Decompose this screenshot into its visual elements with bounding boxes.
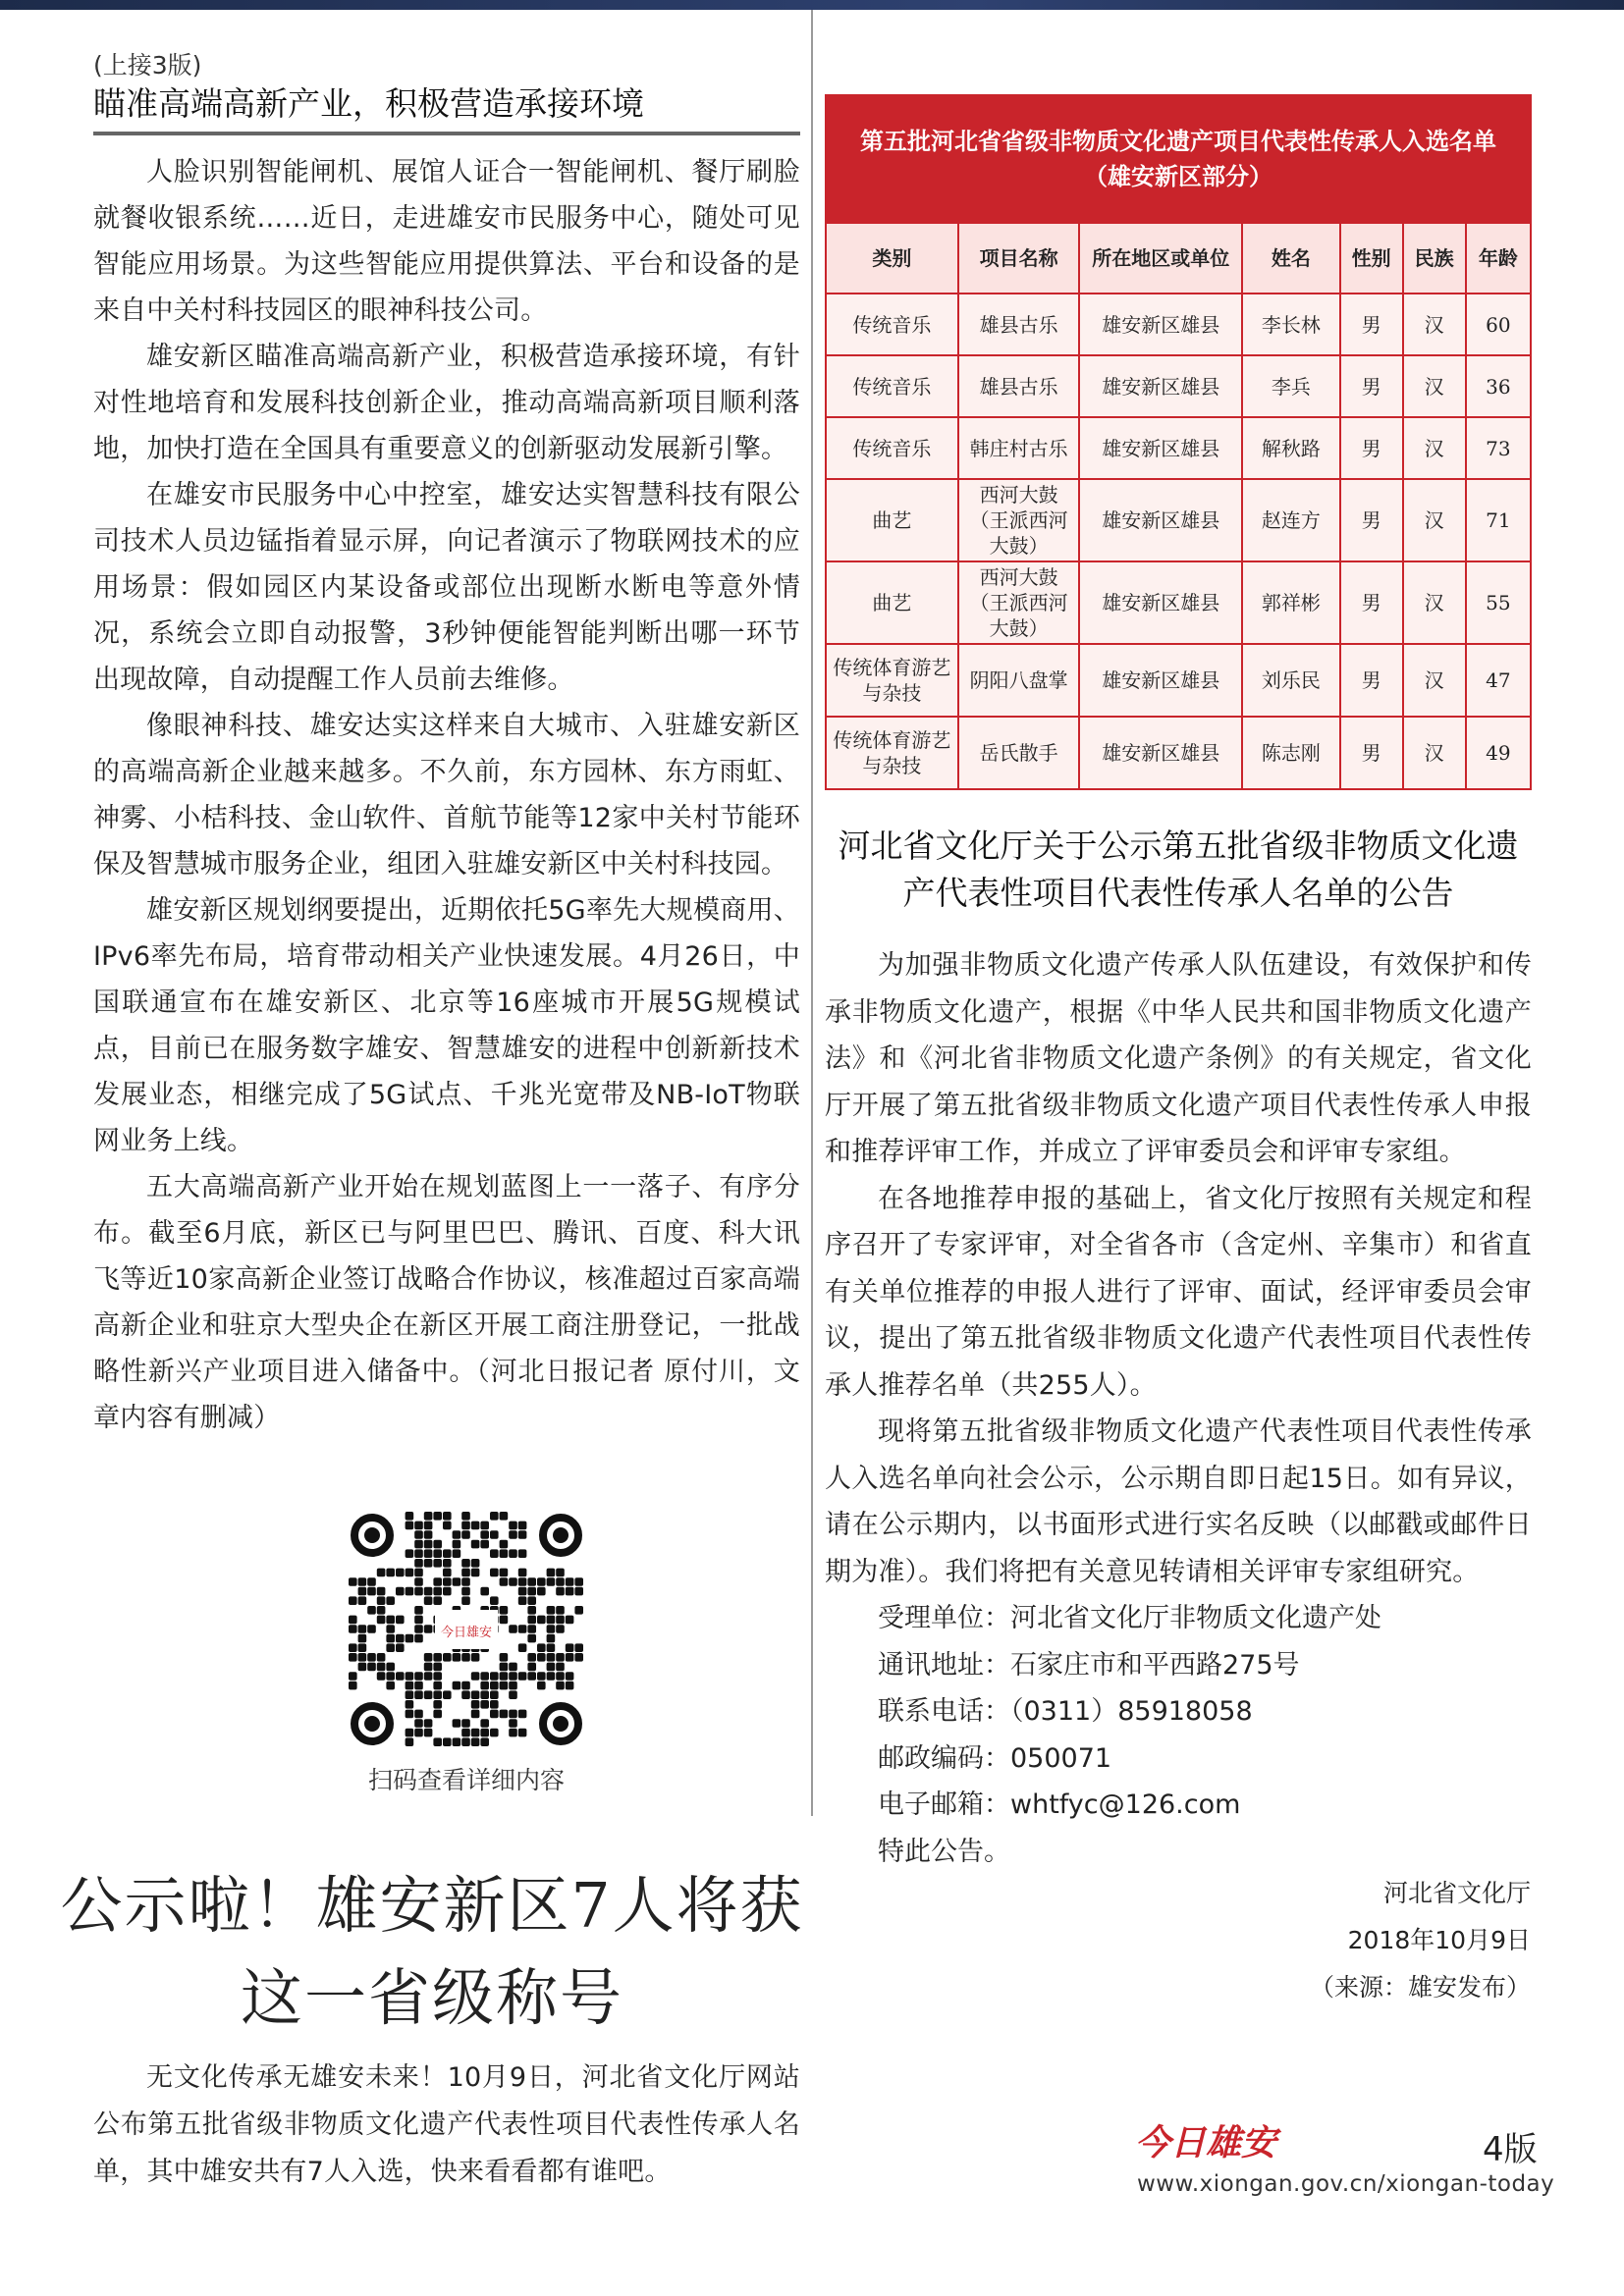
- table-cell: 传统音乐: [826, 417, 958, 479]
- table-cell: 韩庄村古乐: [958, 417, 1080, 479]
- table-cell: 36: [1466, 355, 1531, 417]
- contact-unit: 受理单位：河北省文化厅非物质文化遗产处: [878, 1603, 1381, 1633]
- table-cell: 刘乐民: [1242, 644, 1339, 717]
- table-cell: 阴阳八盘掌: [958, 644, 1080, 717]
- signature-block: [1310, 1870, 1531, 2011]
- notice-date: 2018年10月9日: [1347, 1926, 1531, 1954]
- article-paragraph: 在雄安市民服务中心中控室，雄安达实智慧科技有限公司技术人员边锰指着显示屏，向记者演示了物联网技术的应用场景：假如园区内某设备或部位出现断水断电等意外情况，系统会立即自动报警，3秒钟便能智能判断出哪一环节出现故障，自动提醒工作人员前去维修。: [93, 480, 800, 695]
- column-header: 民族: [1403, 223, 1466, 294]
- table-cell: 雄安新区雄县: [1079, 294, 1242, 355]
- table-cell: 60: [1466, 294, 1531, 355]
- table-cell: 郭祥彬: [1242, 561, 1339, 644]
- column-header: 类别: [826, 223, 958, 294]
- table-header-row: [826, 223, 1531, 294]
- column-header: 性别: [1340, 223, 1403, 294]
- table-cell: 西河大鼓（王派西河大鼓）: [958, 479, 1080, 561]
- table-cell: 传统音乐: [826, 355, 958, 417]
- top-color-bar: [0, 0, 1624, 10]
- notice-paragraph: 在各地推荐申报的基础上，省文化厅按照有关规定和程序召开了专家评审，对全省各市（含定州、辛集市）和省直有关单位推荐的申报人进行了评审、面试，经评审委员会审议，提出了第五批省级非物质文化遗产代表性项目代表性传承人推荐名单（共255人）。: [825, 1183, 1532, 1401]
- article-paragraph: 人脸识别智能闸机、展馆人证合一智能闸机、餐厅刷脸就餐收银系统……近日，走进雄安市民服务中心，随处可见智能应用场景。为这些智能应用提供算法、平台和设备的是来自中关村科技园区的眼神科技公司。: [93, 157, 800, 326]
- contact-address: 通讯地址：石家庄市和平西路275号: [878, 1649, 1300, 1681]
- qr-caption: 扫码查看详细内容: [367, 1766, 565, 1794]
- table-cell: 岳氏散手: [958, 717, 1080, 789]
- table-cell: 传统体育游艺与杂技: [826, 644, 958, 717]
- table-cell: 55: [1466, 561, 1531, 644]
- article-paragraph: 像眼神科技、雄安达实这样来自大城市、入驻雄安新区的高端高新企业越来越多。不久前，东方园林、东方雨虹、神雾、小桔科技、金山软件、首航节能等12家中关村节能环保及智慧城市服务企业，组团入驻雄安新区中关村科技园。: [93, 711, 800, 880]
- closing-text: 特此公告。: [878, 1836, 1010, 1867]
- notice-source: （来源：雄安发布）: [1309, 1973, 1531, 2002]
- table-row: [826, 561, 1531, 644]
- article-paragraph: 五大高端高新产业开始在规划蓝图上一一落子、有序分布。截至6月底，新区已与阿里巴巴、腾讯、百度、科大讯飞等近10家高新企业签订战略合作协议，核准超过百家高端高新企业和驻京大型央企在新区开展工商注册登记，一批战略性新兴产业项目进入储备中。（河北日报记者 原付川，文章内容有删减）: [93, 1172, 800, 1433]
- table-cell: 雄安新区雄县: [1079, 355, 1242, 417]
- table-cell: 47: [1466, 644, 1531, 717]
- notice-title: [825, 823, 1532, 917]
- article-paragraph: 雄安新区规划纲要提出，近期依托5G率先大规模商用、IPv6率先布局，培育带动相关产业快速发展。4月26日，中国联通宣布在雄安新区、北京等16座城市开展5G规模试点，目前已在服务数字雄安、智慧雄安的进程中创新新技术发展业态，相继完成了5G试点、千兆光宽带及NB-IoT物联网业务上线。: [93, 895, 800, 1156]
- table-cell: 汉: [1403, 717, 1466, 789]
- table-cell: 解秋路: [1242, 417, 1339, 479]
- notice-body: [825, 942, 1532, 1875]
- table-cell: 赵连方: [1242, 479, 1339, 561]
- column-header: 所在地区或单位: [1079, 223, 1242, 294]
- notice-paragraph: 现将第五批省级非物质文化遗产代表性项目代表性传承人入选名单向社会公示，公示期自即日起15日。如有异议，请在公示期内，以书面形式进行实名反映（以邮戳或邮件日期为准）。我们将把有关意见转请相关评审专家组研究。: [825, 1416, 1532, 1587]
- table-cell: 陈志刚: [1242, 717, 1339, 789]
- table-cell: 汉: [1403, 294, 1466, 355]
- signer: 河北省文化厅: [1382, 1879, 1531, 1907]
- contact-block: [825, 1595, 1532, 1875]
- table-cell: 男: [1340, 644, 1403, 717]
- continued-note: (上接3版): [93, 51, 202, 80]
- left-article: [93, 49, 800, 1441]
- notice-paragraph: 为加强非物质文化遗产传承人队伍建设，有效保护和传承非物质文化遗产，根据《中华人民共和国非物质文化遗产法》和《河北省非物质文化遗产条例》的有关规定，省文化厅开展了第五批省级非物质文化遗产项目代表性传承人申报和推荐评审工作，并成立了评审委员会和评审专家组。: [825, 950, 1532, 1167]
- table-title: [825, 94, 1532, 222]
- table-cell: 雄安新区雄县: [1079, 717, 1242, 789]
- table-title-line: 第五批河北省省级非物质文化遗产项目代表性传承人入选名单: [860, 128, 1496, 155]
- table-cell: 曲艺: [826, 479, 958, 561]
- table-cell: 73: [1466, 417, 1531, 479]
- page-number: 4版: [1483, 2130, 1538, 2169]
- roster-table: [825, 222, 1532, 790]
- contact-phone: 联系电话：（0311）85918058: [878, 1696, 1253, 1727]
- table-cell: 汉: [1403, 355, 1466, 417]
- contact-email: 电子邮箱：whtfyc@126.com: [878, 1789, 1241, 1820]
- table-cell: 雄县古乐: [958, 294, 1080, 355]
- table-row: [826, 717, 1531, 789]
- column-divider: [811, 10, 813, 1816]
- table-cell: 雄安新区雄县: [1079, 479, 1242, 561]
- table-cell: 男: [1340, 355, 1403, 417]
- article-title: 瞄准高端高新产业，积极营造承接环境: [93, 82, 800, 135]
- qr-center-logo: 今日雄安: [440, 1626, 493, 1640]
- inheritor-table: [825, 94, 1532, 790]
- footer-url[interactable]: www.xiongan.gov.cn/xiongan-today: [1137, 2171, 1555, 2197]
- contact-postcode: 邮政编码：050071: [878, 1742, 1112, 1774]
- brand-logo-text: 今日雄安: [1135, 2122, 1277, 2163]
- table-row: [826, 644, 1531, 717]
- table-cell: 雄安新区雄县: [1079, 561, 1242, 644]
- table-cell: 男: [1340, 561, 1403, 644]
- table-cell: 男: [1340, 294, 1403, 355]
- feature-intro: [93, 2055, 800, 2196]
- table-row: [826, 479, 1531, 561]
- table-cell: 雄安新区雄县: [1079, 417, 1242, 479]
- column-header: 姓名: [1242, 223, 1339, 294]
- table-cell: 男: [1340, 717, 1403, 789]
- table-cell: 汉: [1403, 417, 1466, 479]
- table-cell: 传统体育游艺与杂技: [826, 717, 958, 789]
- table-cell: 西河大鼓（王派西河大鼓）: [958, 561, 1080, 644]
- table-cell: 男: [1340, 479, 1403, 561]
- table-cell: 雄县古乐: [958, 355, 1080, 417]
- column-header: 年龄: [1466, 223, 1531, 294]
- table-cell: 传统音乐: [826, 294, 958, 355]
- table-cell: 李兵: [1242, 355, 1339, 417]
- table-cell: 汉: [1403, 479, 1466, 561]
- table-row: [826, 355, 1531, 417]
- table-cell: 曲艺: [826, 561, 958, 644]
- table-cell: 汉: [1403, 644, 1466, 717]
- table-row: [826, 294, 1531, 355]
- table-cell: 男: [1340, 417, 1403, 479]
- table-cell: 49: [1466, 717, 1531, 789]
- intro-paragraph: 无文化传承无雄安未来！10月9日，河北省文化厅网站公布第五批省级非物质文化遗产代表性项目代表性传承人名单，其中雄安共有7人入选，快来看看都有谁吧。: [93, 2062, 800, 2187]
- table-cell: 汉: [1403, 561, 1466, 644]
- table-cell: 李长林: [1242, 294, 1339, 355]
- feature-headline: 公示啦！雄安新区7人将获这一省级称号: [60, 1870, 804, 2034]
- brand-logo: [1135, 2117, 1282, 2166]
- table-cell: 71: [1466, 479, 1531, 561]
- column-header: 项目名称: [958, 223, 1080, 294]
- qr-block: [334, 1512, 599, 1796]
- table-row: [826, 417, 1531, 479]
- table-subtitle-line: （雄安新区部分）: [1084, 163, 1272, 190]
- article-paragraph: 雄安新区瞄准高端高新产业，积极营造承接环境，有针对性地培育和发展科技创新企业，推动高端高新项目顺利落地，加快打造在全国具有重要意义的创新驱动发展新引擎。: [93, 342, 800, 464]
- notice-title-line: 产代表性项目代表性传承人名单的公告: [902, 874, 1454, 912]
- table-cell: 雄安新区雄县: [1079, 644, 1242, 717]
- qr-code-icon[interactable]: [349, 1512, 584, 1747]
- notice-title-line: 河北省文化厅关于公示第五批省级非物质文化遗: [838, 827, 1519, 865]
